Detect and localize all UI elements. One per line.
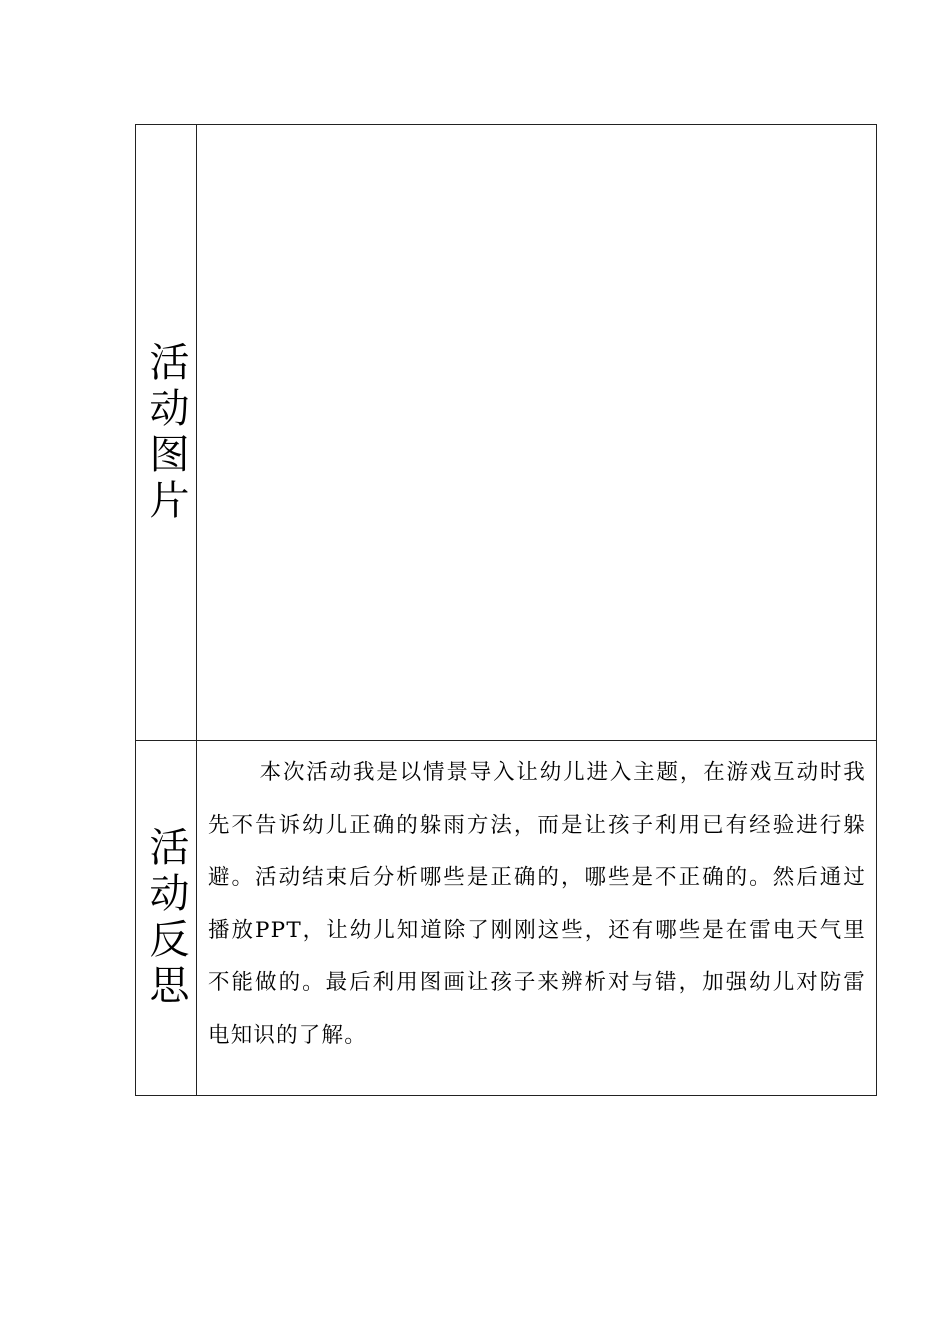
activity-photo-label: 活动图片: [143, 340, 189, 525]
activity-record-table: [135, 124, 877, 1096]
activity-reflection-row: [136, 741, 876, 1095]
activity-photo-label-cell: [136, 125, 197, 740]
activity-reflection-text: 本次活动我是以情景导入让幼儿进入主题，在游戏互动时我先不告诉幼儿正确的躲雨方法，而是让孩子利用已有经验进行躲避。活动结束后分析哪些是正确的，哪些是不正确的。然后通过播放PPT，让幼儿知道除了刚刚这些，还有哪些是在雷电天气里不能做的。最后利用图画让孩子来辨析对与错，加强幼儿对防雷电知识的了解。: [208, 760, 866, 1048]
activity-reflection-label-cell: [136, 741, 197, 1095]
activity-reflection-label: 活动反思: [143, 826, 189, 1010]
activity-photo-row: [136, 125, 876, 741]
activity-reflection-content: [197, 741, 876, 1095]
activity-photo-area: [197, 125, 876, 740]
